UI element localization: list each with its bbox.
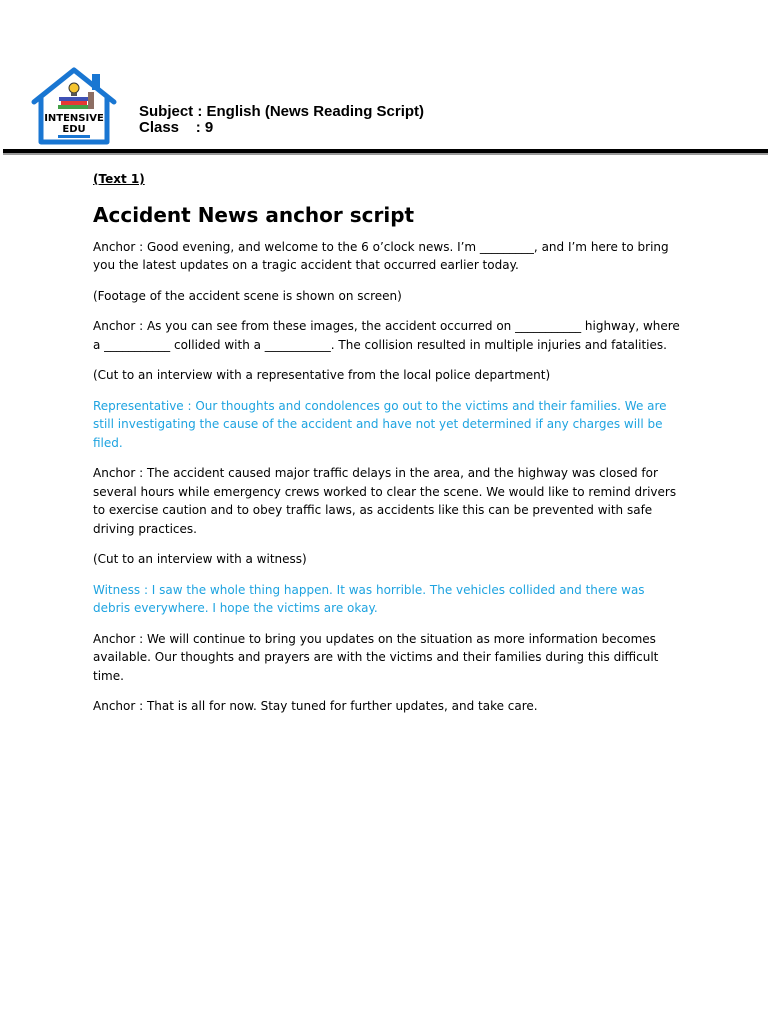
paragraph: Anchor : The accident caused major traffic delays in the area, and the highway was closed for several hours while emergency crews worked to clear the scene. We would like to remind drivers to exercise caution and to obey traffic laws, as accidents like this can be prevented with safe driving practices. [93, 466, 677, 536]
paragraph: Anchor : That is all for now. Stay tuned for further updates, and take care. [93, 699, 538, 713]
paragraph: (Cut to an interview with a witness) [93, 552, 307, 566]
paragraph: Anchor : As you can see from these images, the accident occurred on ___________ highway, where a ___________ collided with a ___________. The collision resulted in multiple injuries and fatalities. [93, 319, 680, 352]
header-divider-shadow [3, 153, 768, 155]
subject-line: Subject : English (News Reading Script) [139, 103, 425, 120]
house-logo-icon [30, 66, 118, 146]
document-body [93, 170, 683, 728]
text-label: (Text 1) [93, 172, 145, 186]
header-text [139, 104, 424, 136]
document-header [0, 0, 768, 160]
paragraph: Anchor : Good evening, and welcome to the 6 o’clock news. I’m _________, and I’m here to bring you the latest updates on a tragic accident that occurred earlier today. [93, 239, 669, 272]
paragraph: Representative : Our thoughts and condolences go out to the victims and their families. We are still investigating the cause of the accident and have not yet determined if any charges will be filed. [93, 398, 667, 450]
paragraph: Anchor : We will continue to bring you updates on the situation as more information becomes available. Our thoughts and prayers are with the victims and their families during this difficult time. [93, 631, 659, 683]
logo-text-line1: INTENSIVE [44, 113, 104, 124]
class-line: Class : 9 [139, 119, 214, 136]
paragraph: (Cut to an interview with a representative from the local police department) [93, 368, 551, 382]
paragraph: Witness : I saw the whole thing happen. It was horrible. The vehicles collided and there was debris everywhere. I hope the victims are okay. [93, 582, 645, 615]
paragraph: (Footage of the accident scene is shown on screen) [93, 288, 402, 303]
logo-text-line2: EDU [62, 124, 86, 135]
page-title: Accident News anchor script [93, 202, 415, 227]
